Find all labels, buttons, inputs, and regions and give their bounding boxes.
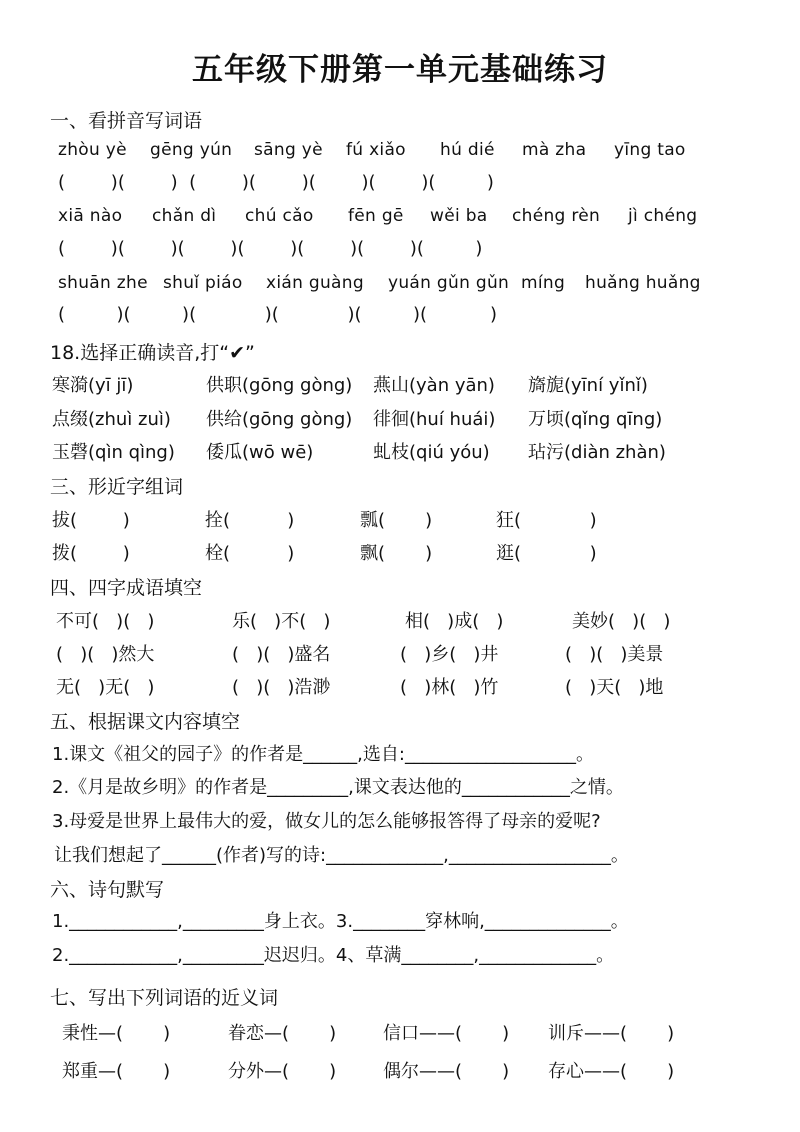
- pinyin-item: yuán gǔn gǔn: [388, 273, 510, 293]
- idiom-item: ( )( )盛名: [232, 644, 331, 665]
- synonym-item: 郑重—( ): [62, 1061, 171, 1082]
- fill-line: 1.课文《祖父的园子》的作者是______,选自:___________________。: [52, 744, 594, 765]
- fill-line: 3.母爱是世界上最伟大的爱，做女儿的怎么能够报答得了母亲的爱呢?: [52, 811, 601, 832]
- pinyin-item: fú xiǎo: [346, 140, 406, 160]
- pinyin-item: shuǐ piáo: [163, 273, 243, 293]
- poem-line: 1.____________,_________身上衣。3.________穿林响,______________。: [52, 911, 629, 932]
- pinyin-item: shuān zhe: [58, 273, 148, 293]
- pinyin-item: huǎng huǎng: [585, 273, 701, 293]
- pronunciation-item: 徘徊(huí huái): [373, 409, 496, 430]
- section-1-heading: 一、看拼音写词语: [50, 110, 203, 132]
- pinyin-item: míng: [521, 273, 566, 293]
- synonym-item: 偶尔——( ): [383, 1061, 510, 1082]
- similar-char-item: 拴( ): [205, 510, 295, 531]
- pronunciation-item: 燕山(yàn yān): [373, 375, 495, 396]
- pinyin-item: sāng yè: [254, 140, 323, 160]
- poem-line: 2.____________,_________迟迟归。4、草满________,_____________。: [52, 945, 615, 966]
- pronunciation-item: 玷污(diàn zhàn): [528, 442, 666, 463]
- section-2-heading: 18.选择正确读音,打“✔”: [50, 342, 255, 364]
- pronunciation-item: 供职(gōng gòng): [206, 375, 353, 396]
- pinyin-item: chú cǎo: [245, 206, 314, 226]
- fill-line: 2.《月是故乡明》的作者是_________,课文表达他的____________之情。: [52, 777, 624, 798]
- section-4-heading: 四、四字成语填空: [50, 577, 203, 599]
- page-title: 五年级下册第一单元基础练习: [192, 52, 608, 88]
- pinyin-item: xián guàng: [266, 273, 364, 293]
- pronunciation-item: 倭瓜(wō wē): [206, 442, 314, 463]
- idiom-item: ( )乡( )井: [400, 644, 499, 665]
- similar-char-item: 栓( ): [205, 543, 295, 564]
- pronunciation-item: 旖旎(yīní yǐnǐ): [528, 375, 648, 396]
- synonym-item: 训斥——( ): [548, 1023, 675, 1044]
- pronunciation-item: 玉磬(qìn qìng): [52, 442, 175, 463]
- pronunciation-item: 点缀(zhuì zuì): [52, 409, 171, 430]
- pinyin-item: yīng tao: [614, 140, 686, 160]
- idiom-item: 无( )无( ): [56, 677, 155, 698]
- synonym-item: 存心——( ): [548, 1061, 675, 1082]
- section-3-heading: 三、形近字组词: [50, 476, 184, 498]
- idiom-item: 不可( )( ): [56, 611, 155, 632]
- pinyin-item: jì chéng: [628, 206, 698, 226]
- similar-char-item: 狂( ): [496, 510, 597, 531]
- pronunciation-item: 寒漪(yī jī): [52, 375, 134, 396]
- similar-char-item: 拨( ): [52, 543, 130, 564]
- pinyin-item: chéng rèn: [512, 206, 601, 226]
- synonym-item: 信口——( ): [383, 1023, 510, 1044]
- pinyin-item: mà zha: [522, 140, 587, 160]
- synonym-item: 秉性—( ): [62, 1023, 171, 1044]
- idiom-item: ( )( )浩渺: [232, 677, 331, 698]
- synonym-item: 分外—( ): [228, 1061, 337, 1082]
- similar-char-item: 拔( ): [52, 510, 130, 531]
- pinyin-item: fēn gē: [348, 206, 404, 226]
- pinyin-item: wěi ba: [430, 206, 488, 226]
- similar-char-item: 瓢( ): [360, 510, 433, 531]
- pronunciation-item: 供给(gōng gòng): [206, 409, 353, 430]
- pinyin-item: hú dié: [440, 140, 495, 160]
- fill-line: 让我们想起了______(作者)写的诗:_____________,__________________。: [54, 845, 629, 866]
- section-6-heading: 六、诗句默写: [50, 879, 165, 901]
- idiom-item: 相( )成( ): [405, 611, 504, 632]
- pinyin-item: chǎn dì: [152, 206, 217, 226]
- idiom-item: ( )( )然大: [56, 644, 155, 665]
- idiom-item: ( )( )美景: [565, 644, 664, 665]
- similar-char-item: 飘( ): [360, 543, 433, 564]
- pinyin-item: gēng yún: [150, 140, 233, 160]
- pinyin-item: xiā nào: [58, 206, 123, 226]
- idiom-item: ( )林( )竹: [400, 677, 499, 698]
- section-5-heading: 五、根据课文内容填空: [50, 711, 241, 733]
- answer-brackets-row-2: ( )( )( )( )( )( )( ): [58, 238, 483, 259]
- section-7-heading: 七、写出下列词语的近义词: [50, 987, 279, 1009]
- pronunciation-item: 万顷(qǐng qīng): [528, 409, 663, 430]
- answer-brackets-row-3: ( )( )( )( )( )( ): [58, 304, 498, 325]
- similar-char-item: 逛( ): [496, 543, 597, 564]
- idiom-item: 乐( )不( ): [232, 611, 331, 632]
- pronunciation-item: 虬枝(qiú yóu): [373, 442, 490, 463]
- idiom-item: ( )天( )地: [565, 677, 664, 698]
- idiom-item: 美妙( )( ): [572, 611, 671, 632]
- synonym-item: 眷恋—( ): [228, 1023, 337, 1044]
- pinyin-item: zhòu yè: [58, 140, 127, 160]
- answer-brackets-row-1: ( )( ) ( )( )( )( )( ): [58, 172, 494, 193]
